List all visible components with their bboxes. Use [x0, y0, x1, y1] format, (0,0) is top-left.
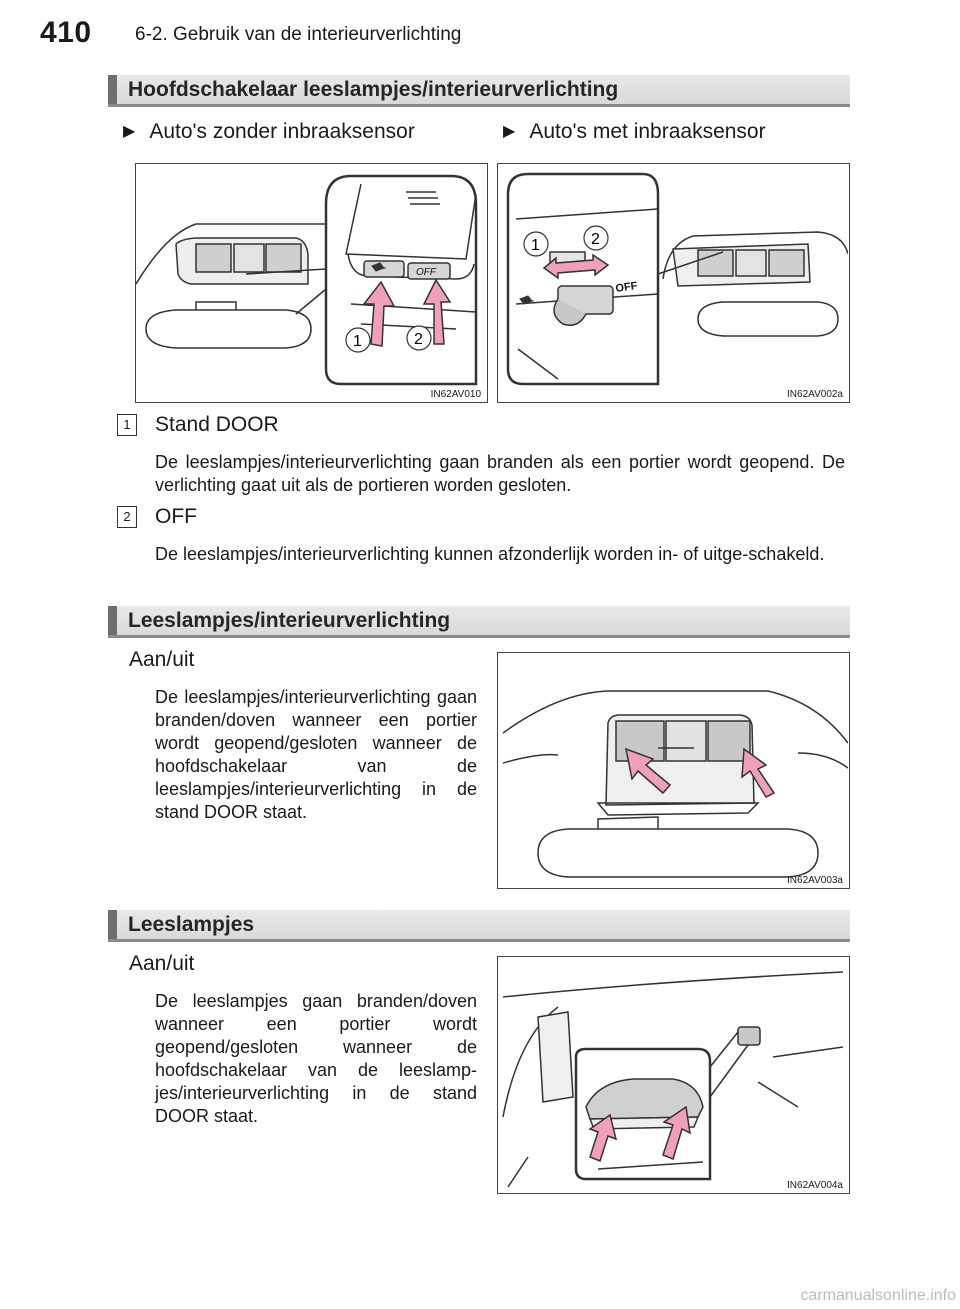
figure-code: IN62AV004a — [787, 1180, 843, 1191]
item-description-door: De leeslampjes/interieurverlichting gaan branden als een portier wordt geopend. De verlichting gaat uit als de portieren worden gesloten. — [155, 452, 845, 495]
item-number-2: 2 — [117, 506, 137, 528]
running-header: 6-2. Gebruik van de interieurverlichting — [135, 24, 462, 45]
section-title: Leeslampjes — [128, 913, 255, 936]
subsection-title-on-off: Aan/uit — [129, 952, 195, 975]
page-number: 410 — [40, 16, 92, 49]
variant-label-left: ▶ Auto's zonder inbraaksensor — [123, 120, 415, 143]
figure-reading-interior-lights — [497, 652, 850, 889]
section-title: Leeslampjes/interieurverlichting — [128, 609, 451, 632]
off-label: OFF — [416, 267, 436, 278]
console-illustration — [136, 164, 486, 401]
rear-lights-illustration — [498, 957, 848, 1192]
section-title: Hoofdschakelaar leeslampjes/interieurverlichting — [128, 78, 619, 101]
section-header-reading-interior — [108, 606, 850, 638]
figure-switch-without-sensor — [135, 163, 488, 403]
item-title-off: OFF — [155, 505, 197, 528]
callout-1-number: 1 — [353, 333, 362, 350]
figure-code: IN62AV003a — [787, 875, 843, 886]
item-title-door: Stand DOOR — [155, 413, 279, 436]
figure-reading-lights — [497, 956, 850, 1194]
section-header-reading — [108, 910, 850, 942]
watermark: carmanualsonline.info — [800, 1287, 956, 1304]
figure-code: IN62AV002a — [787, 389, 843, 400]
sensor-lamp — [738, 1027, 760, 1045]
item-number-1: 1 — [117, 414, 137, 436]
triangle-bullet-icon: ▶ — [123, 123, 136, 140]
subsection-title-on-off: Aan/uit — [129, 648, 195, 671]
figure-code: IN62AV010 — [430, 389, 481, 400]
reading-interior-description: De leeslampjes/interieurverlichting gaan branden/doven wanneer een portier wordt geopend/gesloten wanneer de hoofdschakelaar van de leeslampjes/interieurverlichting in de stand DOOR staat. — [155, 687, 477, 822]
reading-description: De leeslampjes gaan branden/doven wanneer een portier wordt geopend/gesloten wanneer de hoofdschakelaar van de leeslamp-jes/interieurverlichting in de stand DOOR staat. — [155, 991, 477, 1126]
callout-2-number: 2 — [414, 331, 423, 348]
item-description-off: De leeslampjes/interieurverlichting kunnen afzonderlijk worden in- of uitge-schakeld. — [155, 544, 825, 564]
console-illustration — [498, 164, 848, 401]
overhead-console-illustration — [498, 653, 848, 887]
triangle-bullet-icon: ▶ — [503, 123, 516, 140]
variant-label-right: ▶ Auto's met inbraaksensor — [503, 120, 766, 143]
off-label: OFF — [614, 280, 639, 295]
callout-1-number: 1 — [531, 237, 540, 254]
figure-switch-with-sensor — [497, 163, 850, 403]
section-header-main-switch — [108, 75, 850, 107]
callout-2-number: 2 — [591, 231, 600, 248]
